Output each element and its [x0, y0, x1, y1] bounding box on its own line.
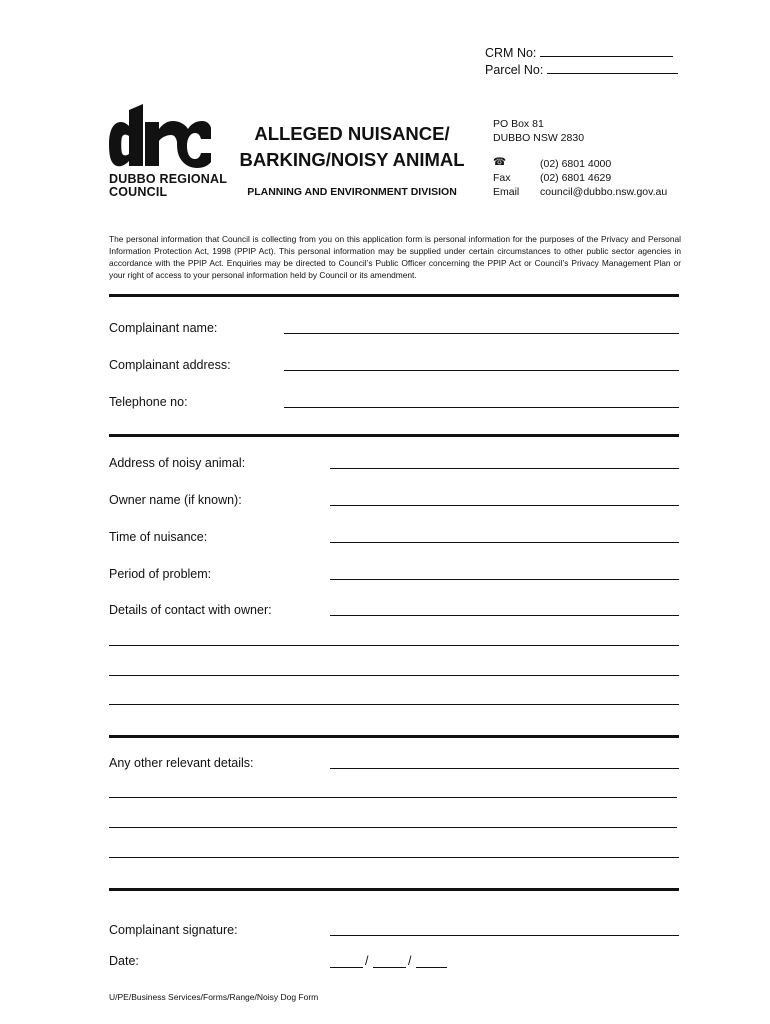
signature-field[interactable] — [330, 935, 679, 936]
email-address[interactable]: council@dubbo.nsw.gov.au — [540, 186, 668, 198]
phone-number: (02) 6801 4000 — [540, 158, 612, 170]
date-label: Date: — [109, 954, 139, 968]
owner-contact-field[interactable] — [330, 615, 679, 616]
telephone-label: Telephone no: — [109, 395, 188, 409]
parcel-label: Parcel No: — [485, 63, 544, 77]
crm-number-field[interactable] — [540, 44, 673, 57]
period-of-problem-field[interactable] — [330, 579, 679, 580]
parcel-number-field[interactable] — [547, 61, 678, 74]
crm-label: CRM No: — [485, 46, 537, 60]
owner-name-field[interactable] — [330, 505, 679, 506]
complainant-name-label: Complainant name: — [109, 321, 218, 335]
privacy-notice: The personal information that Council is collecting from you on this application form is personal information for the purposes of the Privacy and Personal Information Protection Act, 1998 (PPIP Act). This personal information may be supplied under certain circumstances to other public sector agencies in accordance with the PPIP Act. Enquiries may be directed to Council’s Public Officer concerning the PPIP Act or Council’s Privacy Management Plan or your right of access to your personal information held by Council or its amendment. — [109, 234, 681, 280]
complainant-address-label: Complainant address: — [109, 358, 231, 372]
logo-text-line2: COUNCIL — [109, 185, 168, 199]
other-details-field[interactable] — [330, 768, 679, 769]
signature-label: Complainant signature: — [109, 923, 238, 937]
time-of-nuisance-field[interactable] — [330, 542, 679, 543]
owner-contact-label: Details of contact with owner: — [109, 603, 272, 617]
section-divider — [109, 294, 679, 297]
logo-text-line1: DUBBO REGIONAL — [109, 172, 228, 186]
date-separator: / — [408, 954, 412, 968]
footer-path: U/PE/Business Services/Forms/Range/Noisy Dog Form — [109, 992, 319, 1002]
crm-number-row — [485, 44, 673, 60]
other-details-label: Any other relevant details: — [109, 756, 254, 770]
date-month-field[interactable] — [373, 967, 406, 968]
other-details-field-line[interactable] — [109, 827, 677, 828]
time-of-nuisance-label: Time of nuisance: — [109, 530, 208, 544]
owner-contact-field-line[interactable] — [109, 704, 679, 705]
date-separator: / — [365, 954, 369, 968]
fax-number: (02) 6801 4629 — [540, 172, 612, 184]
animal-address-field[interactable] — [330, 468, 679, 469]
animal-address-label: Address of noisy animal: — [109, 456, 246, 470]
owner-name-label: Owner name (if known): — [109, 493, 242, 507]
parcel-number-row — [485, 61, 678, 77]
section-divider — [109, 735, 679, 738]
section-divider — [109, 888, 679, 891]
date-day-field[interactable] — [330, 967, 363, 968]
council-logo-icon — [109, 104, 211, 170]
fax-label: Fax — [493, 172, 511, 184]
form-title-line1: ALLEGED NUISANCE/ — [254, 123, 450, 144]
owner-contact-field-line[interactable] — [109, 645, 679, 646]
telephone-icon: ☎ — [493, 156, 507, 168]
section-divider — [109, 434, 679, 437]
complainant-name-field[interactable] — [284, 333, 679, 334]
other-details-field-line[interactable] — [109, 857, 679, 858]
other-details-field-line[interactable] — [109, 797, 677, 798]
owner-contact-field-line[interactable] — [109, 675, 679, 676]
period-of-problem-label: Period of problem: — [109, 567, 212, 581]
town-address: DUBBO NSW 2830 — [493, 132, 585, 144]
division-name: PLANNING AND ENVIRONMENT DIVISION — [247, 186, 457, 198]
telephone-field[interactable] — [284, 407, 679, 408]
complainant-address-field[interactable] — [284, 370, 679, 371]
email-label: Email — [493, 186, 520, 198]
form-title-line2: BARKING/NOISY ANIMAL — [239, 149, 465, 170]
date-year-field[interactable] — [416, 967, 447, 968]
po-box: PO Box 81 — [493, 118, 544, 130]
